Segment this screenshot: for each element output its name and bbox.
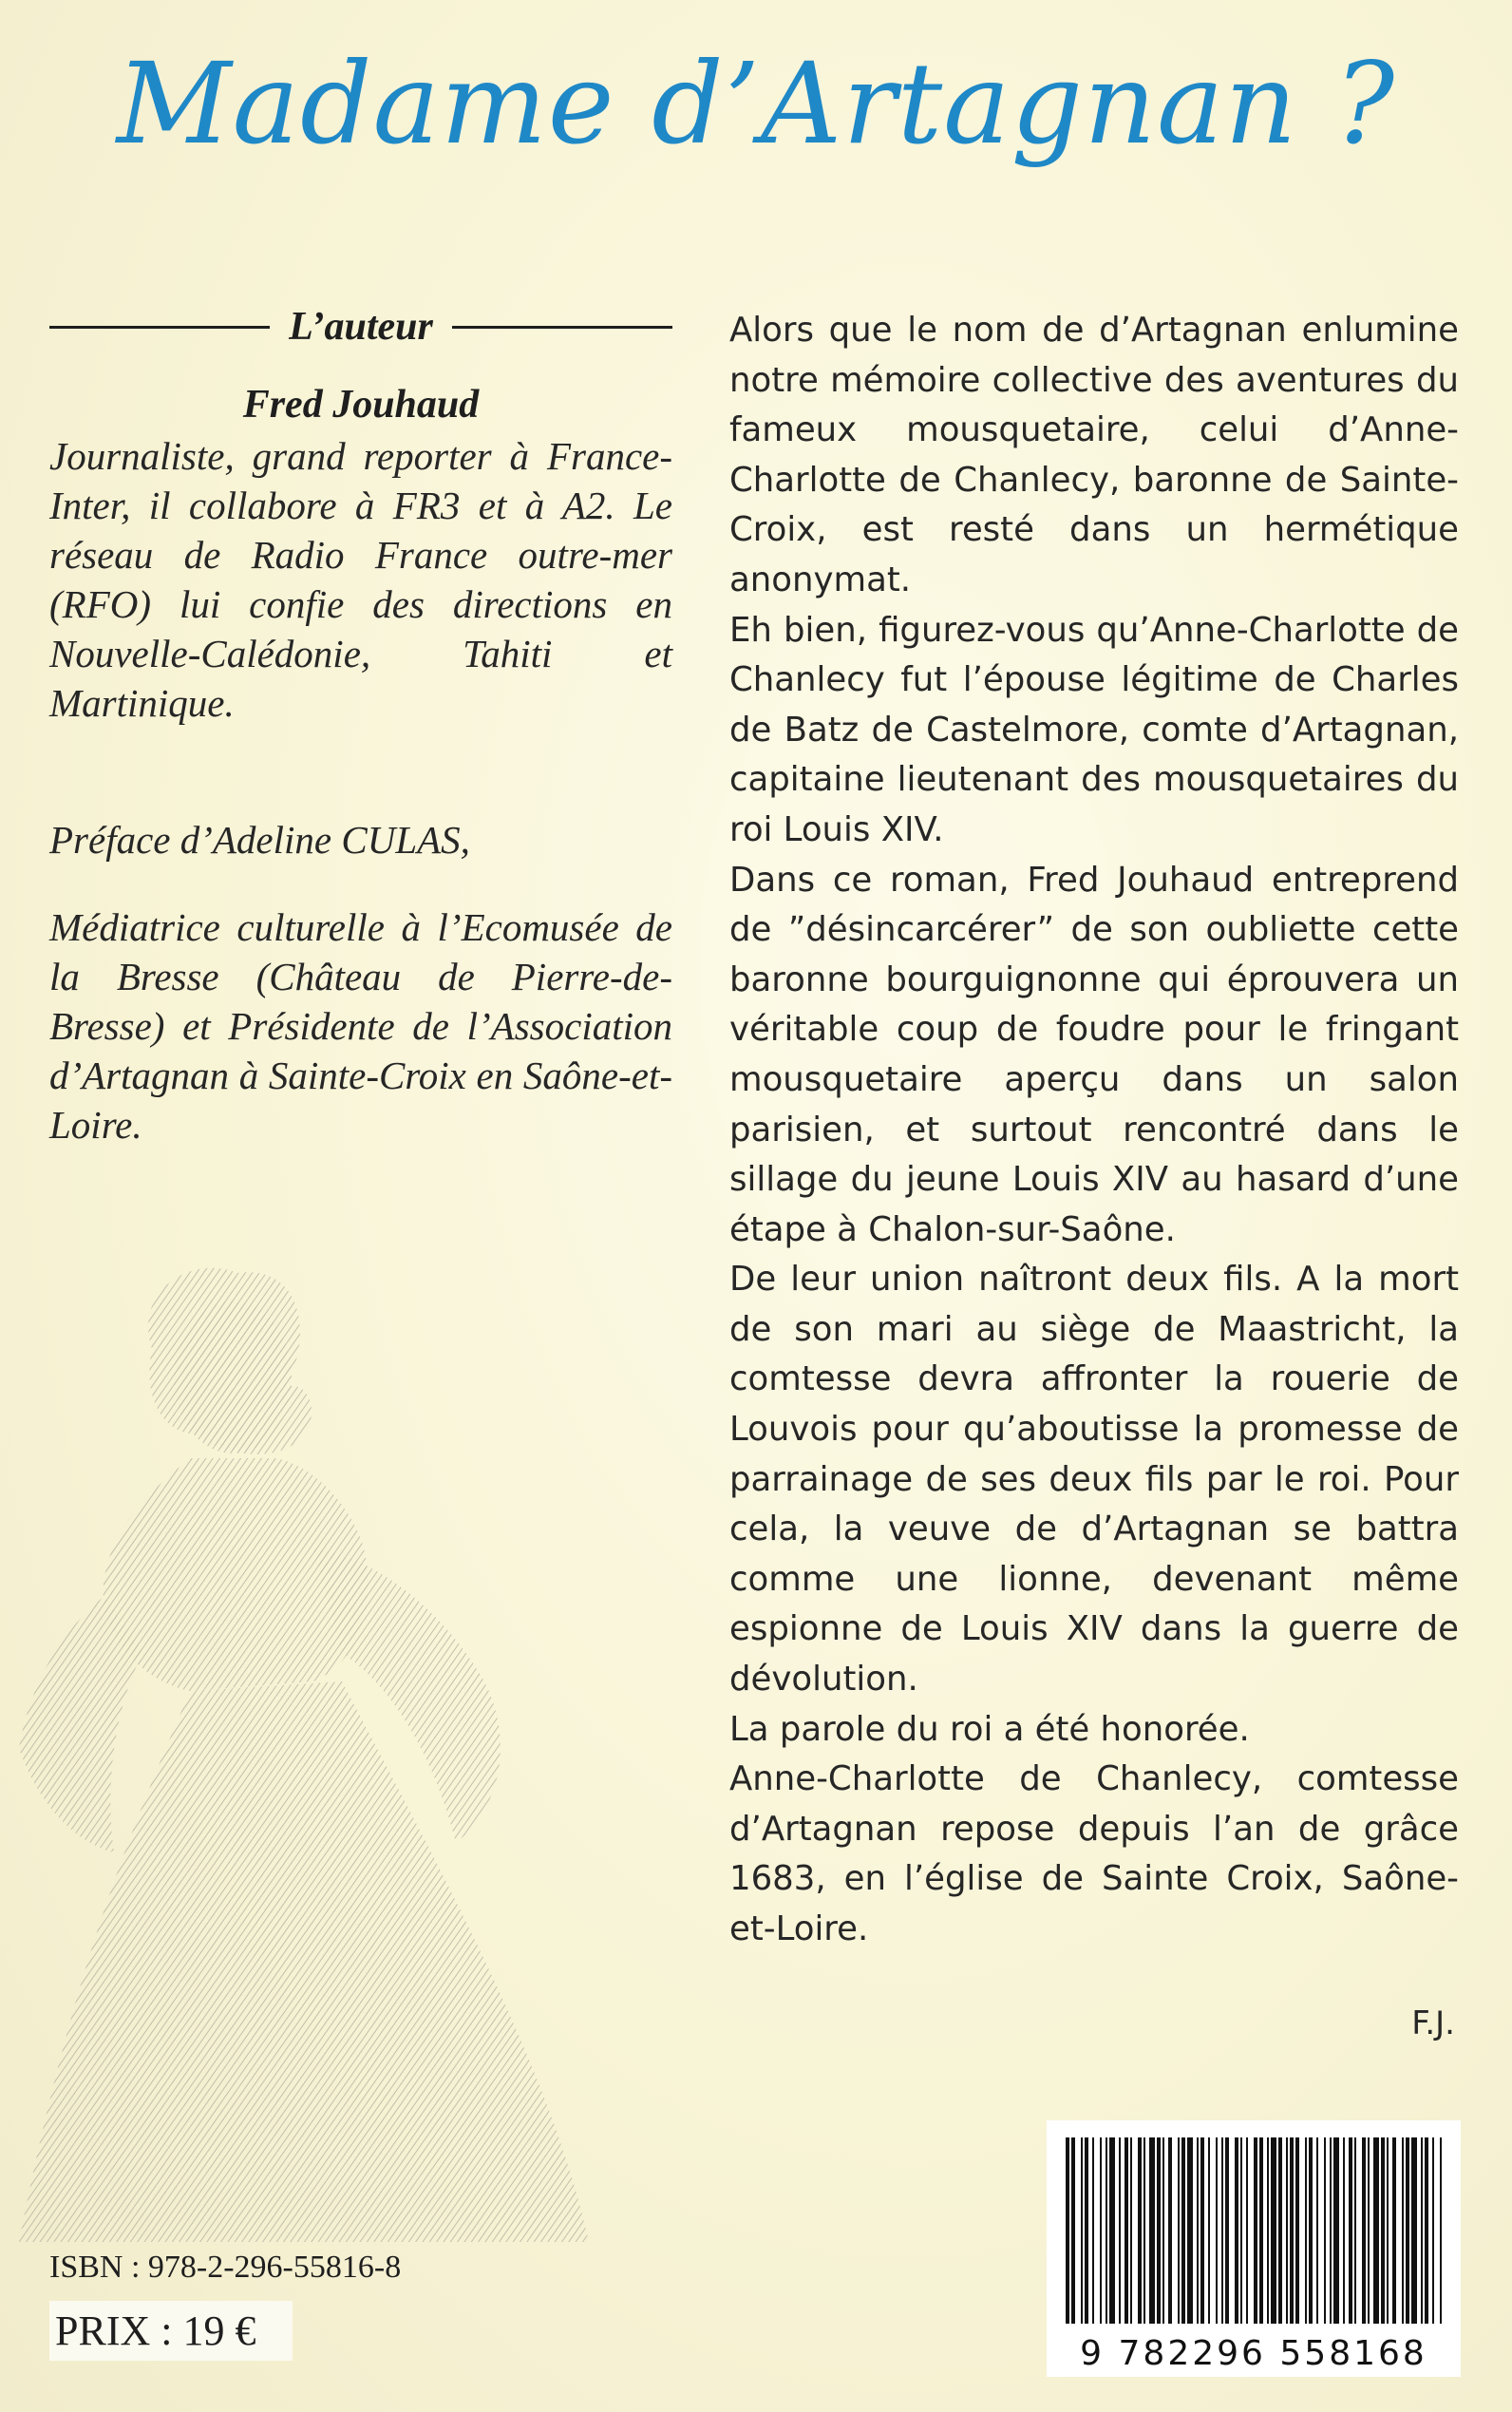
- preface-line: Préface d’Adeline CULAS,: [49, 818, 470, 862]
- barcode-bar: [1138, 2137, 1142, 2324]
- barcode-bar: [1278, 2137, 1282, 2324]
- barcode-bar: [1125, 2137, 1128, 2324]
- author-heading-label: L’auteur: [289, 305, 433, 349]
- barcode-bar: [1421, 2137, 1423, 2324]
- heading-rule-left: [49, 326, 270, 329]
- barcode-bar: [1440, 2137, 1442, 2324]
- author-name: Fred Jouhaud: [242, 383, 480, 427]
- summary-paragraph: Anne-Charlotte de Chanlecy, comtesse d’Artagnan repose depuis l’an de grâce 1683, en l’église de Sainte Croix, Saône-et-Loire.: [729, 1759, 1459, 1948]
- book-title: Madame d’Artagnan ?: [116, 38, 1396, 169]
- barcode-bar: [1197, 2137, 1199, 2324]
- isbn-number: ISBN : 978-2-296-55816-8: [49, 2250, 402, 2285]
- barcode-bar: [1330, 2137, 1332, 2324]
- barcode-bar: [1349, 2137, 1352, 2324]
- barcode-bar: [1235, 2137, 1238, 2324]
- barcode-bar: [1316, 2137, 1318, 2324]
- barcode-bar: [1149, 2137, 1155, 2324]
- barcode-bar: [1119, 2137, 1121, 2324]
- barcode-bar: [1343, 2137, 1345, 2324]
- barcode-bar: [1425, 2137, 1428, 2324]
- barcode-bar: [1143, 2137, 1145, 2324]
- barcode-bar: [1368, 2137, 1370, 2324]
- barcode-bar: [1271, 2137, 1276, 2324]
- barcode-bar: [1392, 2137, 1396, 2324]
- author-heading: [49, 304, 672, 350]
- barcode-bar: [1106, 2137, 1107, 2324]
- barcode-bar: [1216, 2137, 1218, 2324]
- barcode-bar: [1208, 2137, 1210, 2324]
- barcode-bar: [1373, 2137, 1379, 2324]
- price-label: PRIX : 19 €: [49, 2301, 293, 2361]
- barcode-bar: [1200, 2137, 1204, 2324]
- barcode-bar: [1267, 2137, 1269, 2324]
- barcode-bar: [1254, 2137, 1257, 2324]
- preface-role: Médiatrice culturelle à l’Ecomusée de la Bresse (Château de Pierre-de-Bresse) et Présidente de l’Association d’Artagnan à Sainte-Croix en Saône-et-Loire.: [49, 905, 672, 1147]
- barcode-bar: [1178, 2137, 1180, 2324]
- barcode-bar: [1092, 2137, 1094, 2324]
- barcode-bar: [1309, 2137, 1313, 2324]
- summary-paragraph: De leur union naîtront deux fils. A la mort de son mari au siège de Maastricht, la comtesse devra affronter la rouerie de Louvois pour qu’aboutisse la promesse de parrainage de ses deux fils par le roi. Pour cela, la veuve de d’Artagnan se battra comme une lionne, devenant même espionne de Louis XIV dans la guerre de dévolution.: [729, 1260, 1459, 1700]
- barcode-bar: [1333, 2137, 1339, 2324]
- barcode-bar: [1406, 2137, 1409, 2324]
- barcode-bar: [1066, 2137, 1069, 2324]
- barcode-bar: [1295, 2137, 1299, 2324]
- barcode-bar: [1221, 2137, 1223, 2324]
- summary-paragraph: Dans ce roman, Fred Jouhaud entreprend de ”désincarcérer” de son oubliette cette baronne bourguignonne qui éprouvera un véritable coup de foudre pour le fringant mousquetaire aperçu dans un salon parisien, et surtout rencontré dans le sillage du jeune Louis XIV au hasard d’une étape à Chalon-sur-Saône.: [729, 860, 1459, 1249]
- barcode: [1047, 2120, 1461, 2377]
- barcode-bar: [1324, 2137, 1326, 2324]
- barcode-bar: [1381, 2137, 1385, 2324]
- barcode-bar: [1081, 2137, 1083, 2324]
- barcode-bar: [1168, 2137, 1172, 2324]
- summary-column: [729, 306, 1459, 1955]
- barcode-bar: [1240, 2137, 1242, 2324]
- barcode-bar: [1411, 2137, 1417, 2324]
- barcode-bar: [1100, 2137, 1102, 2324]
- barcode-digits: 9 782296 558168: [1047, 2334, 1461, 2373]
- barcode-bar: [1085, 2137, 1088, 2324]
- summary-paragraph: Eh bien, figurez-vous qu’Anne-Charlotte de Chanlecy fut l’épouse légitime de Charles de Batz de Castelmore, comte d’Artagnan, capitaine lieutenant des mousquetaires du roi Louis XIV.: [729, 610, 1459, 849]
- summary-paragraph: Alors que le nom de d’Artagnan enlumine notre mémoire collective des aventures du fameux mousquetaire, celui d’Anne-Charlotte de Chanlecy, baronne de Sainte-Croix, est resté dans un hermétique anonymat.: [729, 311, 1459, 599]
- engraving-portrait-image: [0, 1235, 684, 2242]
- barcode-bar: [1246, 2137, 1248, 2324]
- barcode-bar: [1162, 2137, 1164, 2324]
- barcode-bar: [1071, 2137, 1075, 2324]
- summary-paragraph: La parole du roi a été honorée.: [729, 1709, 1250, 1749]
- barcode-bar: [1157, 2137, 1161, 2324]
- barcode-bar: [1187, 2137, 1193, 2324]
- barcode-bar: [1362, 2137, 1366, 2324]
- heading-rule-right: [452, 326, 672, 329]
- barcode-bar: [1130, 2137, 1132, 2324]
- barcode-bar: [1402, 2137, 1404, 2324]
- barcode-bars: [1058, 2137, 1449, 2324]
- barcode-bar: [1181, 2137, 1185, 2324]
- author-bio: Journaliste, grand reporter à France-Inter, il collabore à FR3 et à A2. Le réseau de Radio France outre-mer (RFO) lui confie des directions en Nouvelle-Calédonie, Tahiti et Martinique.: [49, 434, 672, 725]
- barcode-bar: [1387, 2137, 1389, 2324]
- barcode-bar: [1259, 2137, 1263, 2324]
- barcode-bar: [1109, 2137, 1115, 2324]
- author-column: [49, 304, 672, 1149]
- barcode-bar: [1305, 2137, 1307, 2324]
- barcode-bar: [1225, 2137, 1229, 2324]
- barcode-bar: [1354, 2137, 1356, 2324]
- barcode-bar: [1290, 2137, 1294, 2324]
- barcode-bar: [1432, 2137, 1434, 2324]
- barcode-bar: [1286, 2137, 1288, 2324]
- signature-initials: F.J.: [1411, 2004, 1455, 2042]
